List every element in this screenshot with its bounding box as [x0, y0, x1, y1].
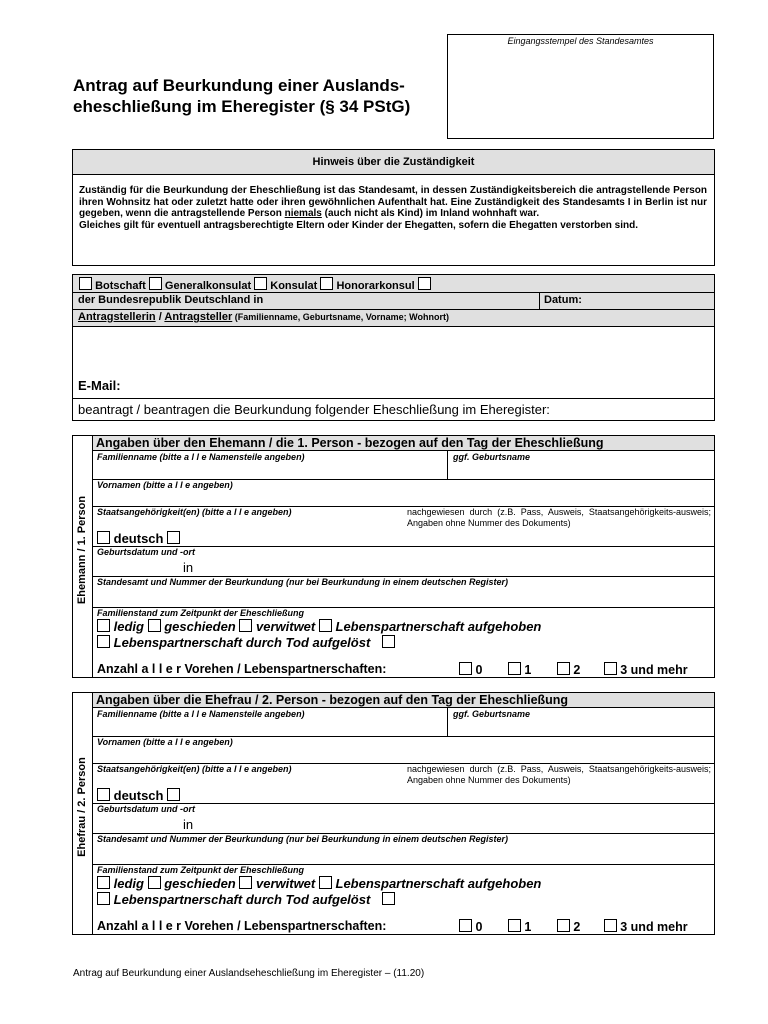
- p1-deutsch-label: deutsch: [113, 531, 164, 546]
- antragsteller-input[interactable]: [73, 327, 714, 373]
- p1-checkbox-lp-tod[interactable]: [97, 635, 110, 648]
- p2-lp-aufgehoben-label: Lebenspartnerschaft aufgehoben: [335, 876, 542, 891]
- option-botschaft: Botschaft: [95, 280, 146, 292]
- p2-vornamen-label: Vornamen (bitte a l l e angeben): [97, 737, 233, 747]
- hinweis-p2: Gleiches gilt für eventuell antragsberechtigte Eltern oder Kinder der Ehegatten, sofern die Ehegatten verstorben sind.: [79, 219, 639, 231]
- page-footer: Antrag auf Beurkundung einer Auslandseheschließung im Eheregister – (11.20): [73, 968, 425, 979]
- p1-name-divider: [447, 451, 448, 479]
- stamp-label: Eingangsstempel des Standesamtes: [507, 36, 654, 46]
- checkbox-other[interactable]: [418, 277, 431, 290]
- antragsteller-label: [78, 311, 449, 323]
- p1-lp-tod-label: Lebenspartnerschaft durch Tod aufgelöst: [113, 635, 371, 650]
- checkbox-honorarkonsul[interactable]: [320, 277, 333, 290]
- p2-standesamt-label: Standesamt und Nummer der Beurkundung (nur bei Beurkundung in einem deutschen Register): [97, 834, 509, 844]
- stamp-box: [447, 34, 714, 139]
- p2-n3: 3 und mehr: [620, 920, 688, 934]
- antragsteller-sep: /: [155, 311, 165, 323]
- option-konsulat: Konsulat: [270, 280, 318, 292]
- p2-checkbox-deutsch-2[interactable]: [167, 788, 180, 801]
- option-honorarkonsul: Honorarkonsul: [336, 280, 415, 292]
- hinweis-text: [79, 185, 707, 231]
- p1-verwitwet-label: verwitwet: [256, 619, 316, 634]
- p2-familienstand-label: Familienstand zum Zeitpunkt der Eheschließung: [97, 865, 305, 875]
- p1-standesamt-label: Standesamt und Nummer der Beurkundung (nur bei Beurkundung in einem deutschen Register): [97, 577, 509, 587]
- person1-side-label: Ehemann / 1. Person: [76, 495, 88, 605]
- p2-checkbox-1[interactable]: [508, 919, 521, 932]
- p1-n3: 3 und mehr: [620, 663, 688, 677]
- hinweis-p1a: Zuständig für die Beurkundung der Eheschließung ist das Standesamt, in dessen Zuständigkeitsbereich die antragstellende Person ihren Wohnsitz hat oder zuletzt hatte oder ihren gewöhnlichen Aufenthalt hat. Eine Zuständigkeit des Standesamts I in Berlin ist nur gegeben, wenn die antragstellende Person: [79, 185, 707, 219]
- p2-checkbox-2[interactable]: [557, 919, 570, 932]
- title-line-2: eheschließung im Eheregister (§ 34 PStG): [73, 97, 411, 116]
- p2-anzahl-row: [97, 919, 386, 933]
- p1-checkbox-deutsch[interactable]: [97, 531, 110, 544]
- p2-geschieden-label: geschieden: [164, 876, 236, 891]
- p1-staat-label: Staatsangehörigkeit(en) (bitte a l l e angeben): [97, 507, 292, 517]
- beantragt-text: beantragt / beantragen die Beurkundung folgender Eheschließung im Eheregister:: [78, 402, 550, 417]
- hinweis-p1c: (auch nicht als Kind) im Inland wohnhaft war.: [321, 208, 540, 219]
- email-divider: [73, 398, 714, 399]
- p2-ledig-label: ledig: [113, 876, 144, 891]
- p1-geburt-label: Geburtsdatum und -ort: [97, 547, 195, 557]
- p2-nachweis-label: nachgewiesen durch (z.B. Pass, Ausweis, Staatsangehörigkeits-ausweis; Angaben ohne Nummer des Dokuments): [407, 764, 711, 785]
- p1-checkbox-verwitwet[interactable]: [239, 619, 252, 632]
- p1-n0: 0: [475, 663, 483, 677]
- p2-n0: 0: [475, 920, 483, 934]
- p2-checkbox-lp-tod[interactable]: [97, 892, 110, 905]
- p1-deutsch-row: [97, 531, 180, 546]
- checkbox-generalkonsulat[interactable]: [149, 277, 162, 290]
- p2-checkbox-lp-aufgehoben[interactable]: [319, 876, 332, 889]
- antragstellerin-label: Antragstellerin: [78, 311, 156, 323]
- p1-anzahl-options: [459, 662, 688, 677]
- p2-familienstand-row1: [97, 876, 541, 891]
- antragsteller-hint: (Familienname, Geburtsname, Vorname; Wohnort): [232, 312, 449, 322]
- p1-geschieden-label: geschieden: [164, 619, 236, 634]
- behoerde-options: [79, 277, 431, 292]
- p2-staat-label: Staatsangehörigkeit(en) (bitte a l l e angeben): [97, 764, 292, 774]
- p1-familienstand-label: Familienstand zum Zeitpunkt der Eheschließung: [97, 608, 305, 618]
- p2-name-divider: [447, 708, 448, 736]
- p1-checkbox-1[interactable]: [508, 662, 521, 675]
- p1-n1: 1: [524, 663, 532, 677]
- p2-n2: 2: [573, 920, 581, 934]
- p1-n2: 2: [573, 663, 581, 677]
- p2-geburtsname-label: ggf. Geburtsname: [453, 709, 531, 719]
- p2-verwitwet-label: verwitwet: [256, 876, 316, 891]
- p2-lp-tod-label: Lebenspartnerschaft durch Tod aufgelöst: [113, 892, 371, 907]
- p1-familienstand-row1: [97, 619, 541, 634]
- p2-in-label: in: [183, 817, 194, 832]
- p1-nachweis-label: nachgewiesen durch (z.B. Pass, Ausweis, Staatsangehörigkeits-ausweis; Angaben ohne Nummer des Dokuments): [407, 507, 711, 528]
- p2-checkbox-geschieden[interactable]: [148, 876, 161, 889]
- p1-lp-aufgehoben-label: Lebenspartnerschaft aufgehoben: [335, 619, 542, 634]
- person1-heading: Angaben über den Ehemann / die 1. Person - bezogen auf den Tag der Eheschließung: [93, 436, 714, 451]
- antrag-box: [72, 274, 715, 421]
- p2-checkbox-verwitwet[interactable]: [239, 876, 252, 889]
- hinweis-heading: Hinweis über die Zuständigkeit: [73, 150, 714, 175]
- person1-box: [72, 435, 715, 678]
- p2-checkbox-ledig[interactable]: [97, 876, 110, 889]
- p1-checkbox-deutsch-2[interactable]: [167, 531, 180, 544]
- hinweis-box: [72, 149, 715, 266]
- p1-checkbox-3[interactable]: [604, 662, 617, 675]
- p1-checkbox-0[interactable]: [459, 662, 472, 675]
- p1-vornamen-label: Vornamen (bitte a l l e angeben): [97, 480, 233, 490]
- checkbox-botschaft[interactable]: [79, 277, 92, 290]
- person2-heading: Angaben über die Ehefrau / 2. Person - bezogen auf den Tag der Eheschließung: [93, 693, 714, 708]
- p1-geburtsname-label: ggf. Geburtsname: [453, 452, 531, 462]
- p1-familienstand-row2: [97, 635, 395, 650]
- p2-deutsch-label: deutsch: [113, 788, 164, 803]
- p2-checkbox-deutsch[interactable]: [97, 788, 110, 801]
- p2-familienstand-row2: [97, 892, 395, 907]
- datum-divider: [539, 293, 540, 309]
- option-generalkonsulat: Generalkonsulat: [164, 280, 252, 292]
- person2-box: [72, 692, 715, 935]
- p2-geburt-label: Geburtsdatum und -ort: [97, 804, 195, 814]
- p1-anzahl-label: Anzahl a l l e r Vorehen / Lebenspartnerschaften:: [97, 662, 387, 676]
- brd-label: der Bundesrepublik Deutschland in: [78, 294, 264, 306]
- p1-in-label: in: [183, 560, 194, 575]
- person2-side-divider: [92, 693, 93, 934]
- p1-ledig-label: ledig: [113, 619, 144, 634]
- p2-familienname-label: Familienname (bitte a l l e Namensteile angeben): [97, 709, 305, 719]
- person1-side-divider: [92, 436, 93, 677]
- p2-anzahl-label: Anzahl a l l e r Vorehen / Lebenspartnerschaften:: [97, 919, 387, 933]
- p2-checkbox-3[interactable]: [604, 919, 617, 932]
- datum-label: Datum:: [544, 294, 582, 306]
- hinweis-niemals: niemals: [284, 208, 322, 219]
- p1-anzahl-row: [97, 662, 386, 676]
- p1-checkbox-lp-tod-2[interactable]: [382, 635, 395, 648]
- p2-checkbox-0[interactable]: [459, 919, 472, 932]
- p2-checkbox-lp-tod-2[interactable]: [382, 892, 395, 905]
- p2-deutsch-row: [97, 788, 180, 803]
- person2-side-label: Ehefrau / 2. Person: [76, 757, 88, 857]
- page-title: [73, 75, 410, 117]
- email-label: E-Mail:: [78, 378, 121, 393]
- p1-checkbox-geschieden[interactable]: [148, 619, 161, 632]
- p2-anzahl-options: [459, 919, 688, 934]
- title-line-1: Antrag auf Beurkundung einer Auslands-: [73, 76, 405, 95]
- p1-checkbox-lp-aufgehoben[interactable]: [319, 619, 332, 632]
- p1-checkbox-2[interactable]: [557, 662, 570, 675]
- p2-n1: 1: [524, 920, 532, 934]
- p1-checkbox-ledig[interactable]: [97, 619, 110, 632]
- p1-familienname-label: Familienname (bitte a l l e Namensteile angeben): [97, 452, 305, 462]
- antragsteller-word: Antragsteller: [164, 311, 233, 323]
- checkbox-konsulat[interactable]: [254, 277, 267, 290]
